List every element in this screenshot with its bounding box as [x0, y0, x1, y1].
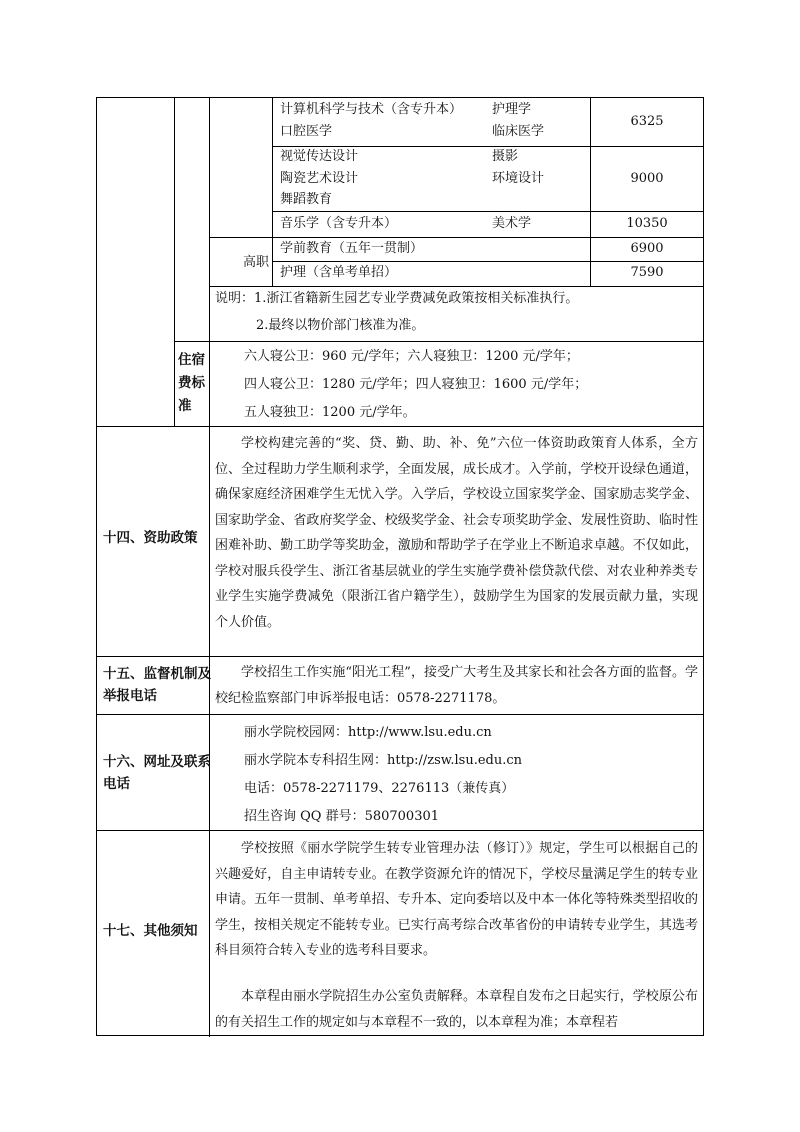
section-16-label: 电话 [103, 776, 130, 792]
row-line [174, 341, 704, 342]
dorm-fee-line: 四人寝公卫：1280 元/学年；四人寝独卫：1600 元/学年； [244, 377, 588, 392]
major-name: 临床医学 [492, 124, 545, 139]
fee-value: 10350 [626, 216, 668, 231]
major-name: 护理学 [492, 102, 532, 117]
col-divider-1 [174, 97, 175, 426]
row-line [272, 211, 704, 212]
row-line [96, 714, 704, 715]
major-name: 口腔医学 [280, 124, 333, 139]
major-name: 计算机科学与技术（含专升本） [280, 102, 463, 117]
section-15-label: 十五、监督机制及 [103, 666, 211, 682]
row-line [96, 830, 704, 831]
col-divider-2 [209, 97, 210, 1037]
major-name: 环境设计 [492, 171, 545, 186]
section-14-label: 十四、资助政策 [103, 530, 198, 546]
fee-value: 6900 [630, 241, 664, 256]
section-15-text: 学校招生工作实施“阳光工程”，接受广大考生及其家长和社会各方面的监督。学校纪检监察部门申诉举报电话：0578-2271178。 [215, 665, 698, 706]
major-name: 美术学 [492, 216, 532, 231]
dorm-fee-line: 六人寝公卫：960 元/学年；六人寝独卫：1200 元/学年； [244, 349, 579, 364]
major-name: 舞蹈教育 [280, 192, 333, 207]
gaozhi-label: 高职 [243, 255, 270, 270]
major-name: 视觉传达设计 [280, 149, 359, 164]
major-name: 音乐学（含专升本） [280, 216, 398, 231]
section-17-paragraph-1: 学校按照《丽水学院学生转专业管理办法（修订）》规定，学生可以根据自己的兴趣爱好，自主申请转专业。在教学资源允许的情况下，学校尽量满足学生的转专业申请。五年一贯制、单考单招、专升本、定向委培以及中本一体化等特殊类型招收的学生，按相关规定不能转专业。已实行高考综合改革省份的申请转专业学生，其选考科目须符合转入专业的选考科目要求。 [215, 841, 698, 958]
fee-note-2: 2.最终以物价部门核准为准。 [256, 318, 425, 333]
section-15-label: 举报电话 [103, 688, 157, 704]
fee-value: 9000 [630, 171, 664, 186]
major-name: 学前教育（五年一贯制） [280, 241, 424, 256]
fee-value: 6325 [630, 114, 664, 129]
row-line [96, 426, 704, 427]
table-border-left [96, 97, 97, 1035]
contact-line: 丽水学院本专科招生网：http://zsw.lsu.edu.cn [244, 753, 523, 768]
major-name: 护理（含单考单招） [280, 265, 398, 280]
row-line-bottom [96, 1035, 704, 1036]
fee-value: 7590 [630, 265, 664, 280]
row-line-top [96, 97, 704, 98]
contact-line: 电话：0578-2271179、2276113（兼传真） [244, 781, 515, 796]
major-name: 摄影 [492, 149, 519, 164]
col-divider-3 [272, 97, 273, 286]
contact-line: 丽水学院校园网：http://www.lsu.edu.cn [244, 725, 492, 740]
section-14-text: 学校构建完善的“奖、贷、勤、助、补、免”六位一体资助政策育人体系，全方位、全过程助力学生顺利求学，全面发展，成长成才。入学前，学校开设绿色通道，确保家庭经济困难学生无忧入学。入学后，学校设立国家奖学金、国家励志奖学金、国家助学金、省政府奖学金、校级奖学金、社会专项奖助学金、发展性资助、临时性困难补助、勤工助学等奖助金，激励和帮助学子在学业上不断追求卓越。不仅如此，学校对服兵役学生、浙江省基层就业的学生实施学费补偿贷款代偿、对农业种养类专业学生实施学费减免（限浙江省户籍学生），鼓励学生为国家的发展贡献力量，实现个人价值。 [215, 436, 698, 630]
major-name: 陶瓷艺术设计 [280, 171, 359, 186]
dorm-fee-line: 五人寝独卫：1200 元/学年。 [244, 405, 416, 420]
section-16-label: 十六、网址及联系 [103, 754, 211, 770]
row-line [96, 656, 704, 657]
dorm-fee-label: 住宿费标准 [178, 352, 205, 414]
contact-line: 招生咨询 QQ 群号：580700301 [244, 809, 440, 824]
section-17-label: 十七、其他须知 [103, 923, 198, 939]
section-17-paragraph-2: 本章程由丽水学院招生办公室负责解释。本章程自发布之日起实行，学校原公布的有关招生工作的规定如与本章程不一致的，以本章程为准；本章程若 [215, 989, 698, 1030]
fee-note-1: 说明：1.浙江省籍新生园艺专业学费减免政策按相关标准执行。 [215, 291, 579, 306]
row-line [209, 286, 704, 287]
